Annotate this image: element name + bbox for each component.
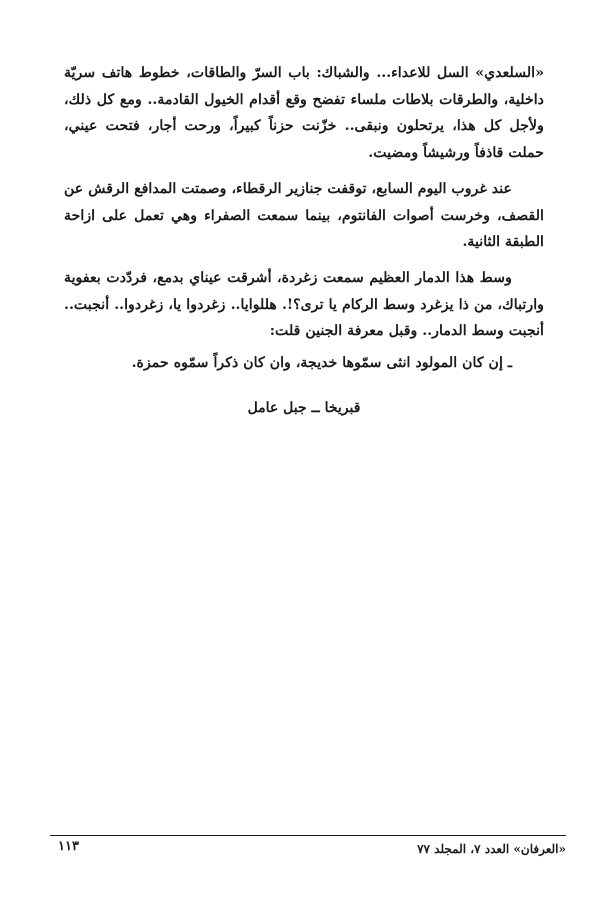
page-number: ١١٣: [58, 839, 79, 854]
paragraph-2: [64, 176, 544, 256]
paragraph-1: [64, 60, 544, 166]
paragraph-4: [64, 350, 544, 377]
paragraph-4-text: ـ إن كان المولود انثى سمّوها خديجة، وان كان ذكراً سمّوه حمزة.: [131, 355, 512, 371]
paragraph-1-text: «السلعدي» السل للاعداء... والشباك: باب السرّ والطاقات، خطوط هاتف سريّة داخلية، والطرقات بلاطات ملساء تفضح وقع أقدام الخيول القادمة.. ومع كل ذلك، ولأجل كل هذا، يرتحلون ونبقى.. خزّنت حزناً كبيراً، ورحت أجار، فتحت عيني، حملت قاذفاً ورشيشاً ومضيت.: [64, 65, 544, 161]
paragraph-2-text: عند غروب اليوم السابع، توقفت جنازير الرقطاء، وصمتت المدافع الرقش عن القصف، وخرست أصوات الفانتوم، بينما سمعت الصفراء وهي تعمل على ازاحة الطبقة الثانية.: [63, 181, 544, 250]
place-signature: قبريخا ــ جبل عامل: [247, 400, 361, 416]
footer-journal-reference: «العرفان» العدد ٧، المجلد ٧٧: [417, 842, 566, 856]
footer-divider: [50, 835, 566, 836]
paragraph-3-text: وسط هذا الدمار العظيم سمعت زغردة، أشرقت عيناي بدمع، فردّدت بعفوية وارتباك، من ذا يزغرد وسط الركام يا ترى؟!. هللوايا.. زغردوا يا، زغردوا.. أنجبت.. أنجبت وسط الدمار.. وقبل معرفة الجنين قلت:: [64, 270, 544, 339]
paragraph-3: [64, 265, 544, 345]
